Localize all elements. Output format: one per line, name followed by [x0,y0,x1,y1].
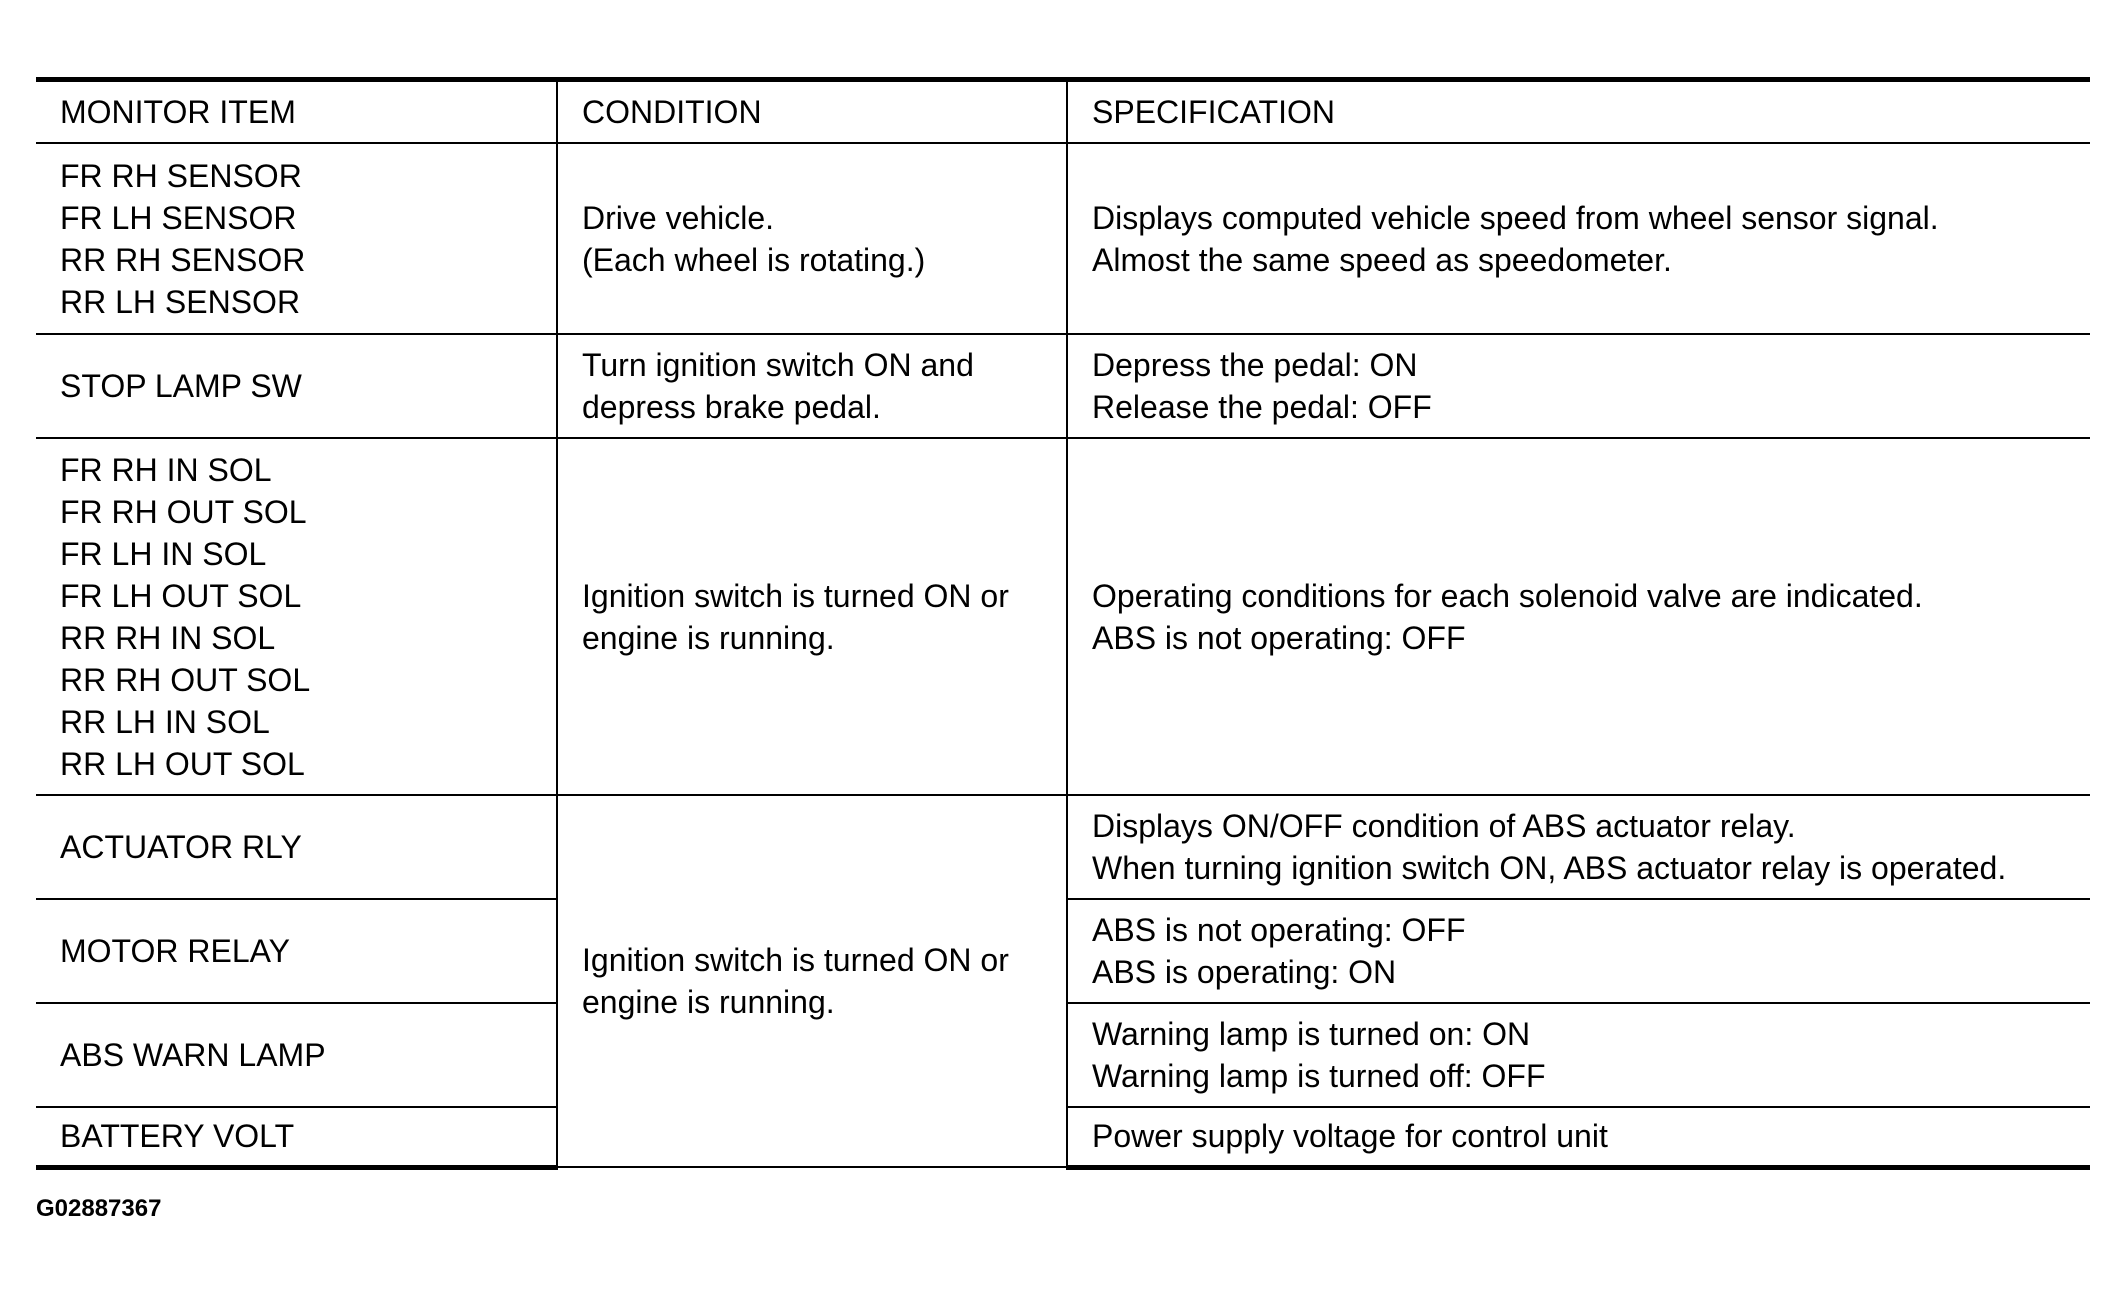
table-row [36,438,2090,795]
header-monitor-item: MONITOR ITEM [36,80,557,144]
condition-cell: Ignition switch is turned ON or engine is running. [557,438,1067,795]
table-row [36,334,2090,438]
table-row [36,795,2090,899]
specification-cell: Displays ON/OFF condition of ABS actuator relay. When turning ignition switch ON, ABS actuator relay is operated. [1067,795,2090,899]
monitor-item-table [36,77,2090,1170]
condition-cell: Turn ignition switch ON and depress brake pedal. [557,334,1067,438]
header-specification: SPECIFICATION [1067,80,2090,144]
condition-cell: Ignition switch is turned ON or engine is running. [557,795,1067,1167]
specification-cell: Depress the pedal: ON Release the pedal: OFF [1067,334,2090,438]
specification-cell: Displays computed vehicle speed from wheel sensor signal. Almost the same speed as speedometer. [1067,143,2090,334]
figure-code: G02887367 [36,1195,162,1222]
monitor-item-cell: FR RH IN SOL FR RH OUT SOL FR LH IN SOL FR LH OUT SOL RR RH IN SOL RR RH OUT SOL RR LH IN SOL RR LH OUT SOL [36,438,557,795]
specification-cell: ABS is not operating: OFF ABS is operating: ON [1067,899,2090,1003]
condition-cell: Drive vehicle. (Each wheel is rotating.) [557,143,1067,334]
specification-cell: Power supply voltage for control unit [1067,1107,2090,1167]
monitor-item-cell: FR RH SENSOR FR LH SENSOR RR RH SENSOR RR LH SENSOR [36,143,557,334]
header-condition: CONDITION [557,80,1067,144]
table-row [36,143,2090,334]
monitor-item-cell: ACTUATOR RLY [36,795,557,899]
specification-cell: Warning lamp is turned on: ON Warning lamp is turned off: OFF [1067,1003,2090,1107]
specification-cell: Operating conditions for each solenoid valve are indicated. ABS is not operating: OFF [1067,438,2090,795]
monitor-item-cell: MOTOR RELAY [36,899,557,1003]
monitor-item-cell: BATTERY VOLT [36,1107,557,1167]
table-header-row [36,80,2090,144]
monitor-item-cell: STOP LAMP SW [36,334,557,438]
monitor-item-cell: ABS WARN LAMP [36,1003,557,1107]
